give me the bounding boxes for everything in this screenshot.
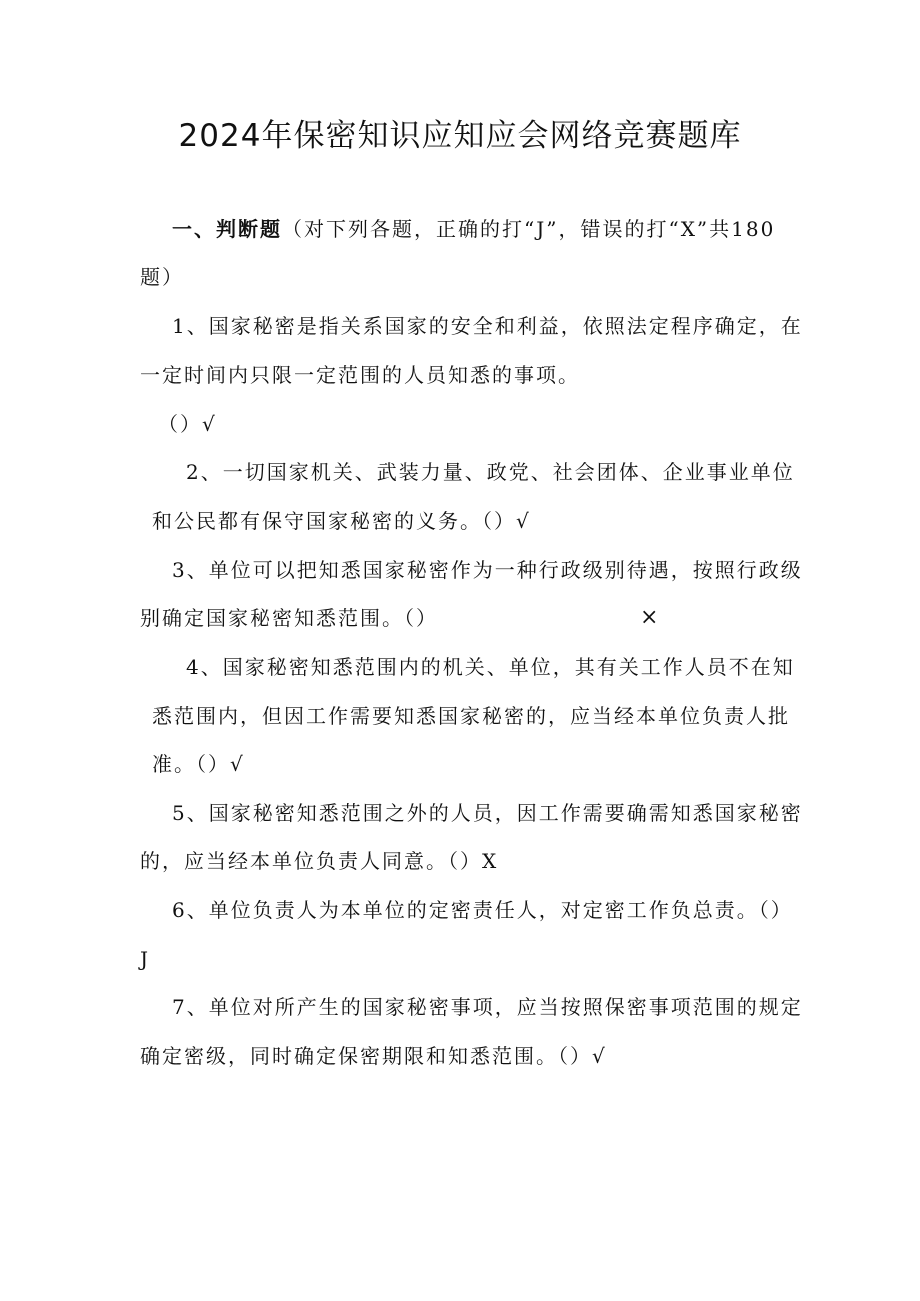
section-description-cont: 题） [140, 265, 184, 289]
question-7-line-2: 确定密级，同时确定保密期限和知悉范围。（）√ [140, 1044, 607, 1068]
question-6-line-1: 6、单位负责人为本单位的定密责任人，对定密工作负总责。（） [172, 898, 793, 922]
question-2-line-1: 2、一切国家机关、武装力量、政党、社会团体、企业事业单位 [186, 460, 795, 484]
section-description: （对下列各题，正确的打“J”，错误的打“X”共180 [282, 217, 776, 241]
question-4-line-1: 4、国家秘密知悉范围内的机关、单位，其有关工作人员不在知 [186, 655, 795, 679]
question-7-line-1: 7、单位对所产生的国家秘密事项，应当按照保密事项范围的规定 [172, 995, 803, 1019]
question-6-line-2: J [140, 947, 151, 971]
question-4-line-2: 悉范围内，但因工作需要知悉国家秘密的，应当经本单位负责人批 [152, 704, 790, 728]
question-1-answer: （）√ [158, 412, 217, 436]
question-2-line-2: 和公民都有保守国家秘密的义务。（）√ [152, 509, 531, 533]
question-3-line-2: 别确定国家秘密知悉范围。（） [140, 606, 438, 630]
question-1-line-2: 一定时间内只限一定范围的人员知悉的事项。 [140, 363, 580, 387]
question-1-line-1: 1、国家秘密是指关系国家的安全和利益，依照法定程序确定，在 [172, 314, 803, 338]
question-5-line-1: 5、国家秘密知悉范围之外的人员，因工作需要确需知悉国家秘密 [172, 801, 803, 825]
section-label: 一、判断题 [172, 217, 282, 241]
page-title: 2024年保密知识应知应会网络竞赛题库 [178, 118, 742, 154]
question-4-line-3: 准。（）√ [152, 752, 245, 776]
section-heading [172, 214, 775, 244]
question-5-line-2: 的，应当经本单位负责人同意。（）X [140, 849, 499, 873]
question-3-line-1: 3、单位可以把知悉国家秘密作为一种行政级别待遇，按照行政级 [172, 558, 803, 582]
question-3-answer-mark: × [640, 605, 659, 630]
